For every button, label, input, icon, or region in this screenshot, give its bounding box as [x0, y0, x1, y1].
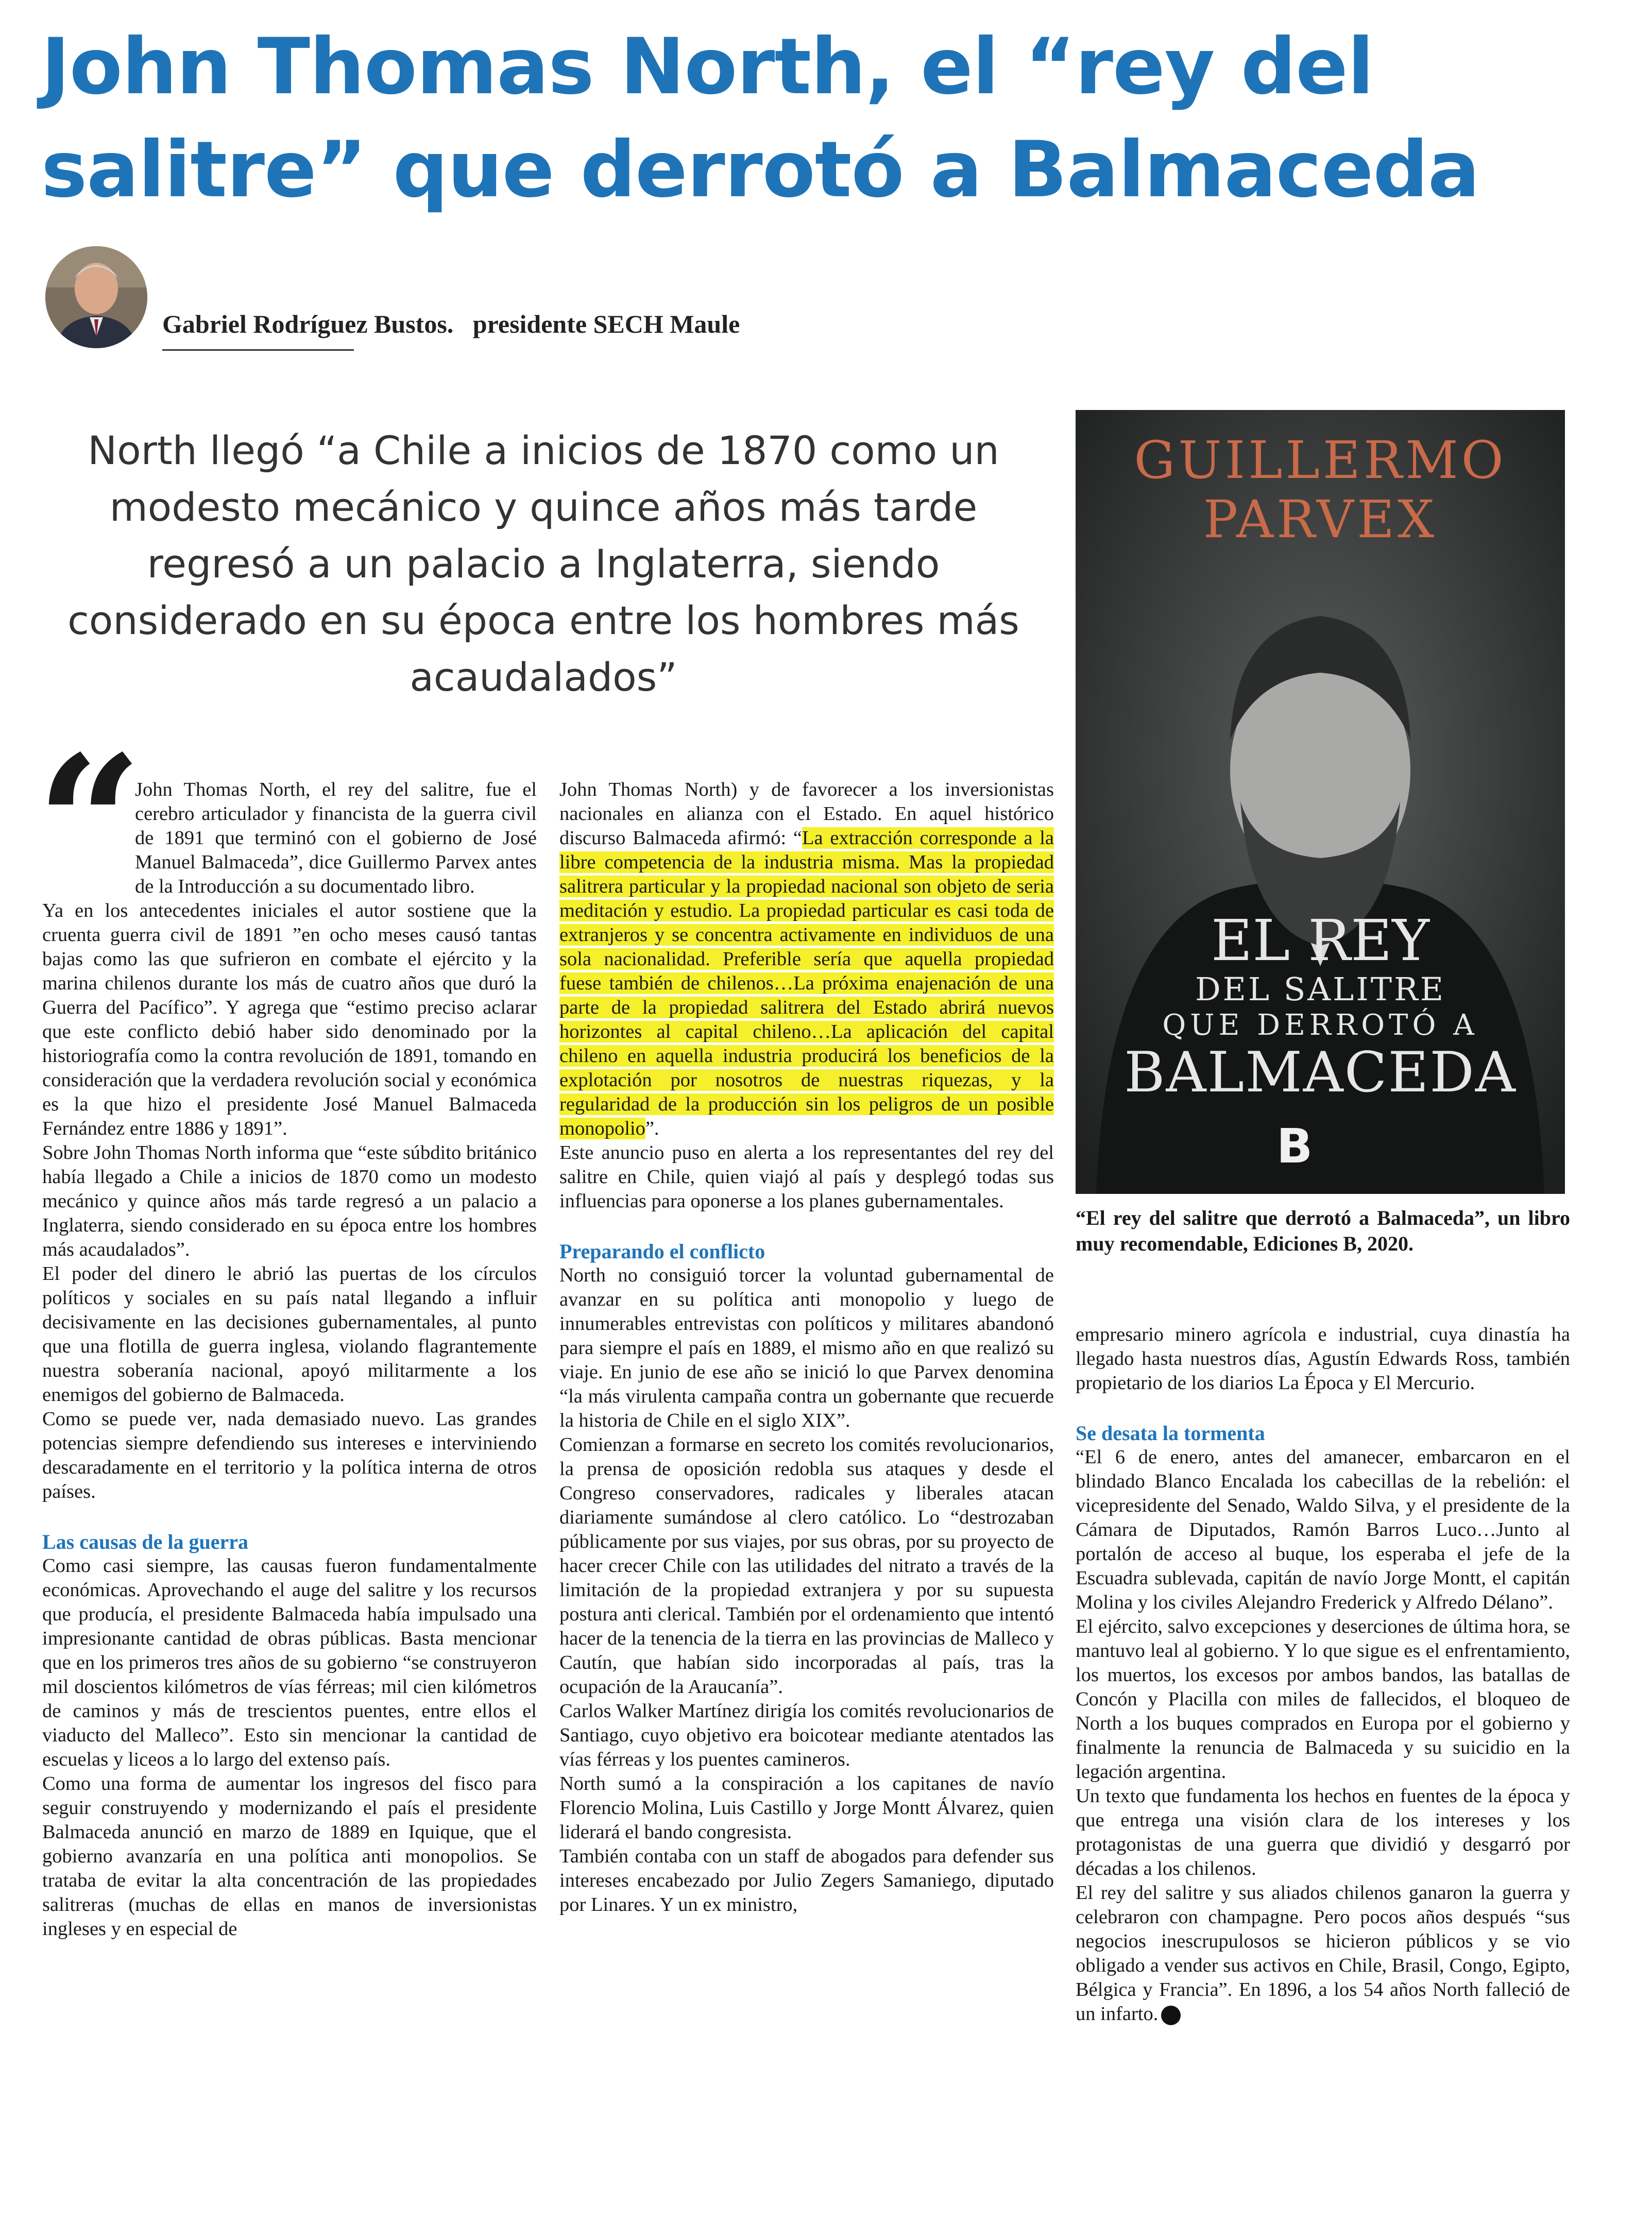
paragraph: Un texto que fundamenta los hechos en fuentes de la época y que entrega una visión clara de los intereses y los protagonistas de una guerra que dividió y desgarró por décadas a los chilenos. [1076, 1785, 1570, 1879]
author-avatar [45, 246, 147, 348]
paragraph-text: El rey del salitre y sus aliados chilenos ganaron la guerra y celebraron con champagne. Pero pocos años después “sus negocios inescrupulosos se hicieron públicos y se vio obligado a vender sus activos en Chile, Brasil, Congo, Egipto, Bélgica y Francia”. En 1896, a los 54 años North falleció de un infarto. [1076, 1882, 1570, 2025]
column-1 [42, 778, 537, 1941]
paragraph: Carlos Walker Martínez dirigía los comités revolucionarios de Santiago, cuyo objetivo era boicotear mediante atentados las vías férreas y los puentes camineros. [559, 1700, 1054, 1770]
paragraph: empresario minero agrícola e industrial, cuya dinastía ha llegado hasta nuestros días, Agustín Edwards Ross, también propietario de los diarios La Época y El Mercurio. [1076, 1324, 1570, 1394]
pull-quote: North llegó “a Chile a inicios de 1870 como un modesto mecánico y quince años más tarde regresó a un palacio a Inglaterra, siendo considerado en su época entre los hombres más acaudalados” [67, 427, 1019, 700]
paragraph: Comienzan a formarse en secreto los comités revolucionarios, la prensa de oposición redobla sus ataques y desde el Congreso conservadores, radicales y liberales atacan diariamente sumándose al clero católico. Lo “destrozaban públicamente por sus viajes, por sus obras, por su proyecto de hacer crecer Chile con las utilidades del nitrato a través de la limitación de la propiedad extranjera y por su supuesta postura anti clerical. También por el ordenamiento que intentó hacer de la tenencia de la tierra en las provincias de Malleco y Cautín, que habían sido incorporadas al país, tras la ocupación de la Araucanía”. [559, 1434, 1054, 1698]
section-heading: Preparando el conflicto [559, 1240, 765, 1263]
byline [162, 309, 740, 339]
publisher-logo-icon: B [1276, 1119, 1313, 1174]
byline-rule [162, 349, 354, 351]
paragraph: Como una forma de aumentar los ingresos del fisco para seguir construyendo y modernizando el país el presidente Balmaceda anunció en marzo de 1889 en Iquique, que el gobierno avanzaría en una política anti monopolios. Se trataba de evitar la alta concentración de las propiedades salitreras (muchas de ellas en manos de inversionistas ingleses y en especial de [42, 1773, 537, 1940]
paragraph [1076, 1881, 1570, 2026]
column-2 [559, 778, 1054, 1917]
paragraph-text: John Thomas North) y de favorecer a los inversionistas nacionales en alianza con el Estado. En aquel histórico discurso Balmaceda afirmó: “ [559, 779, 1054, 849]
article-title: John Thomas North, el “rey del salitre” que derrotó a Balmaceda [41, 22, 1479, 215]
paragraph: El poder del dinero le abrió las puertas de los círculos políticos y sociales en su país natal llegando a influir decisivamente en las decisiones gubernamentales, al punto que una flotilla de guerra inglesa, violando flagrantemente nuestra soberanía nacional, apoyó militarmente a los enemigos del gobierno de Balmaceda. [42, 1263, 537, 1406]
book-author-line: PARVEX [1203, 489, 1438, 550]
quote-mark-icon: “ [36, 715, 143, 933]
highlighted-quote: La extracción corresponde a la libre competencia de la industria misma. Mas la propiedad salitrera particular y la propiedad nacional son objeto de seria meditación y estudio. La propiedad particular es casi toda de extranjeros y se concentra activamente en individuos de una sola nacionalidad. Preferible sería que aquella propiedad fuese también de chilenos…La próxima enajenación de una parte de la propiedad salitrera del Estado abrirá nuevos horizontes al capital chileno…La aplicación del capital chileno en aquella industria producirá los beneficios de la explotación por nosotros de nuestras riquezas, y la regularidad de la producción sin los peligros de un posible monopolio [559, 827, 1054, 1139]
column-3 [1076, 1323, 1570, 2026]
section-heading: Se desata la tormenta [1076, 1422, 1265, 1445]
end-mark-icon [1161, 2006, 1181, 2025]
book-caption: “El rey del salitre que derrotó a Balmaceda”, un libro muy recomendable, Ediciones B, 2020. [1076, 1206, 1570, 1255]
paragraph: “El 6 de enero, antes del amanecer, embarcaron en el blindado Blanco Encalada los cabecillas de la rebelión: el vicepresidente del Senado, Waldo Silva, y el presidente de la Cámara de Diputados, Ramón Barros Luco…Junto al portalón de acceso al buque, los esperaba el jefe de la Escuadra sublevada, capitán de navío Jorge Montt, el capitán Molina y los civiles Alejandro Frederick y Alfredo Délano”. [1076, 1446, 1570, 1613]
paragraph-text: ”. [645, 1118, 659, 1139]
section-heading: Las causas de la guerra [42, 1530, 248, 1553]
paragraph: North no consiguió torcer la voluntad gubernamental de avanzar en su política anti monopolio y luego de innumerables entrevistas con políticos y militares abandonó para siempre el país en 1889, el mismo año en que realizó su viaje. En junio de ese año se inició lo que Parvex denomina “la más virulenta campaña contra un gobernante que recuerde la historia de Chile en el siglo XIX”. [559, 1264, 1054, 1431]
book-title-line: QUE DERROTÓ A [1162, 1008, 1478, 1042]
author-role: presidente SECH Maule [472, 310, 740, 338]
paragraph: Sobre John Thomas North informa que “este súbdito británico había llegado a Chile a inicios de 1870 como un modesto mecánico y quince años más tarde regresó a un palacio a Inglaterra, siendo considerado en su época entre los hombres más acaudalados”. [42, 1142, 537, 1260]
paragraph: Como casi siempre, las causas fueron fundamentalmente económicas. Aprovechando el auge del salitre y los recursos que producía, el presidente Balmaceda había impulsado una impresionante cantidad de obras públicas. Basta mencionar que en los primeros tres años de su gobierno “se construyeron mil doscientos kilómetros de vías férreas; mil cien kilómetros de caminos y más de trescientos puentes, entre ellos el viaducto del Malleco”. Esto sin mencionar la cantidad de escuelas y liceos a lo largo del extenso país. [42, 1555, 537, 1770]
paragraph: Ya en los antecedentes iniciales el autor sostiene que la cruenta guerra civil de 1891 ”en ocho meses causó tantas bajas como las que sufrieron en combate el ejército y la marina chilenos durante los más de cuatro años que duró la Guerra del Pacífico”. Y agrega que “estimo preciso aclarar que este conflicto debió haber sido denominado por la historiografía como la contra revolución de 1891, tomando en consideración que la verdadera revolución social y económica es la que hizo el presidente José Manuel Balmaceda Fernández entre 1886 y 1891”. [42, 900, 537, 1139]
book-title-line: BALMACEDA [1124, 1040, 1517, 1105]
book-cover-image [1076, 410, 1565, 1194]
book-title-line: EL REY [1211, 908, 1430, 973]
paragraph: Como se puede ver, nada demasiado nuevo. Las grandes potencias siempre defendiendo sus intereses e interviniendo descaradamente en el territorio y la política interna de otros países. [42, 1408, 537, 1502]
paragraph: John Thomas North, el rey del salitre, fue el cerebro articulador y financista de la guerra civil de 1891 que terminó con el gobierno de José Manuel Balmaceda”, dice Guillermo Parvex antes de la Introducción a su documentado libro. [135, 779, 537, 897]
paragraph [559, 778, 1054, 1141]
paragraph: El ejército, salvo excepciones y deserciones de última hora, se mantuvo leal al gobierno. Y lo que sigue es el enfrentamiento, los muertos, los excesos por ambos bandos, las batallas de Concón y Placilla con miles de fallecidos, el bloqueo de North a los buques comprados en Europa por el gobierno y finalmente la renuncia de Balmaceda y su suicidio en la legación argentina. [1076, 1616, 1570, 1783]
book-title-line: DEL SALITRE [1195, 970, 1446, 1008]
book-author-line: GUILLERMO [1134, 430, 1507, 490]
paragraph: También contaba con un staff de abogados para defender sus intereses encabezado por Julio Zegers Samaniego, diputado por Linares. Y un ex ministro, [559, 1845, 1054, 1915]
paragraph: Este anuncio puso en alerta a los representantes del rey del salitre en Chile, quien viajó al país y desplegó todas sus influencias para oponerse a los planes gubernamentales. [559, 1142, 1054, 1212]
author-name: Gabriel Rodríguez Bustos. [162, 310, 454, 338]
paragraph: North sumó a la conspiración a los capitanes de navío Florencio Molina, Luis Castillo y Jorge Montt Álvarez, quien liderará el bando congresista. [559, 1773, 1054, 1843]
